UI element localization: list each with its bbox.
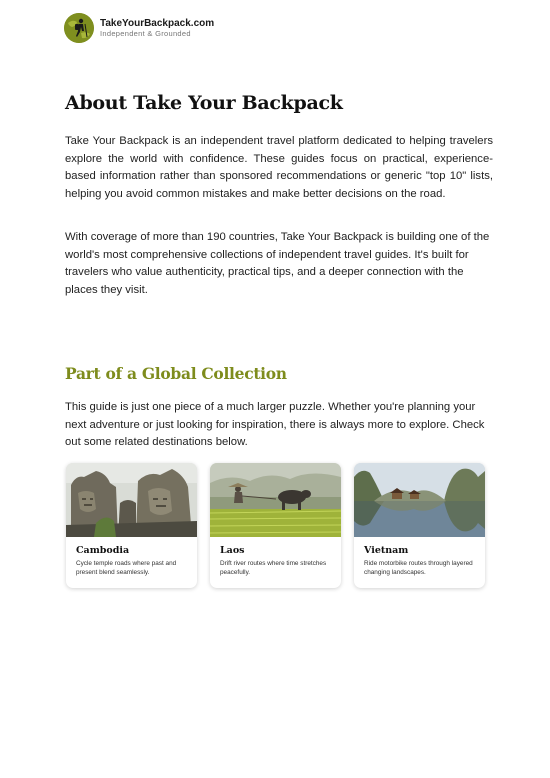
card-title[interactable]: Cambodia — [76, 545, 130, 556]
cambodia-temple-image — [66, 463, 197, 537]
destination-card-cambodia[interactable] — [66, 463, 197, 588]
card-title[interactable]: Vietnam — [364, 545, 409, 556]
brand[interactable] — [100, 18, 214, 38]
globe-hiker-icon — [64, 13, 94, 43]
site-header — [64, 12, 214, 44]
destination-card-laos[interactable] — [210, 463, 341, 588]
card-title[interactable]: Laos — [220, 545, 245, 556]
about-paragraph-1: Take Your Backpack is an independent travel platform dedicated to helping travelers explore the world with confidence. These guides focus on practical, experience-based information rather than sponsored recommendations or generic "top 10" lists, helping you avoid common mistakes and make better decisions on the road. — [65, 135, 493, 200]
laos-rice-field-image — [210, 463, 341, 537]
collection-paragraph: This guide is just one piece of a much larger puzzle. Whether you're planning your next adventure or just looking for inspiration, there is always more to explore. Check out some related destinations below. — [65, 401, 485, 448]
about-title: About Take Your Backpack — [65, 92, 343, 114]
card-description: Cycle temple roads where past and present blend seamlessly. — [76, 560, 177, 576]
destination-card-vietnam[interactable] — [354, 463, 485, 588]
card-description: Drift river routes where time stretches peacefully. — [220, 560, 327, 576]
vietnam-river-image — [354, 463, 485, 537]
brand-name[interactable]: TakeYourBackpack.com — [100, 18, 215, 29]
about-paragraph-2: With coverage of more than 190 countries, Take Your Backpack is building one of the world's most comprehensive collections of independent travel guides. It's built for travelers who value authenticity, practical tips, and a deeper connection with the places they visit. — [65, 231, 490, 296]
card-description: Ride motorbike routes through layered changing landscapes. — [364, 560, 473, 576]
collection-title: Part of a Global Collection — [65, 364, 287, 383]
brand-tagline: Independent & Grounded — [100, 29, 191, 38]
